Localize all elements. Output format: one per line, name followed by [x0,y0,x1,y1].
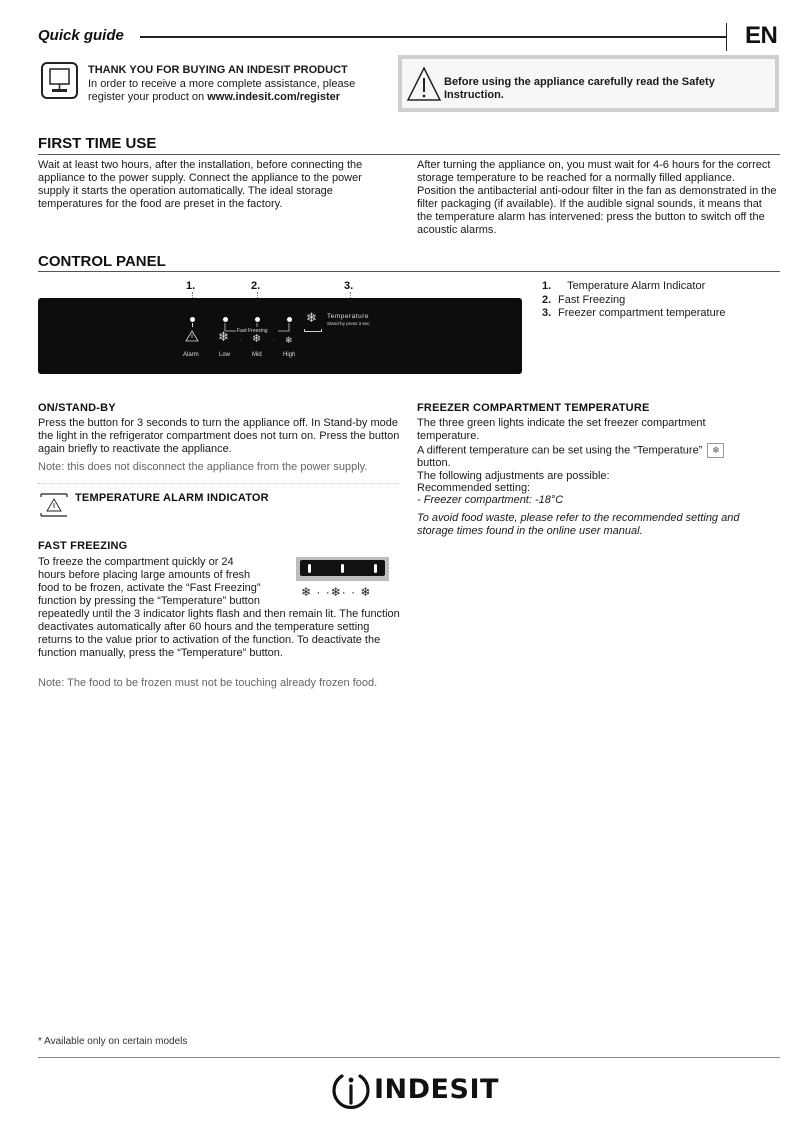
low-label: Low [219,352,231,358]
mid-led [255,317,260,322]
footnote: * Available only on certain models [38,1036,188,1047]
registration-notice [88,64,355,105]
alarm-label: Alarm [183,352,199,358]
snowflake-low-icon: ❄ [218,329,229,344]
on-standby-text: Press the button for 3 seconds to turn the appliance off. In Stand-by mode the light in the refrigerator compartment does not turn on. Press the button again briefly to reactivate the appliance. [38,417,400,455]
mid-label: Mid [252,352,262,358]
fast-freezing-illustration [296,557,389,581]
fast-freezing-intro: To freeze the compartment quickly or 24 hours before placing large amounts of fresh food to be frozen, activate the “Fast Freezing” function by pressing the “Temperature” button [38,556,261,607]
section-heading-temperature-alarm: TEMPERATURE ALARM INDICATOR [75,492,269,504]
freezer-temp-p3: The following adjustments are possible: [417,470,610,482]
language-code: EN [745,22,778,49]
lit-led [341,564,344,573]
freezer-temp-p4: Recommended setting: [417,482,531,494]
register-link[interactable]: www.indesit.com/register [207,91,341,103]
legend-item-3: 3. Freezer compartment temperature [542,307,726,319]
alarm-icon [185,330,199,342]
section-heading-freezer-temperature: FREEZER COMPARTMENT TEMPERATURE [417,402,650,414]
section-rule [38,154,780,155]
first-time-use-left: Wait at least two hours, after the installation, before connecting the appliance to the power supply. Connect the appliance to the power supply it starts the operation automatically. The ideal storage temperatures for the food are preset in the factory. [38,159,363,210]
header-divider [726,23,727,51]
snowflake-levels-icon: ❄ · ·❄· · ❄ [301,585,372,599]
monitor-icon [41,62,78,99]
snowflake-high-icon: ❄ [285,335,293,345]
section-heading-control-panel: CONTROL PANEL [38,253,166,270]
legend-item-1: 1. Temperature Alarm Indicator [542,280,706,292]
header-rule [140,36,726,38]
snowflake-mid-icon: ❄ [252,333,262,345]
standby-hint: Stand-by press 3 sec. [327,321,371,326]
freezer-temp-setting: - Freezer compartment: -18°C [417,494,564,506]
fast-freezing-text: repeatedly until the 3 indicator lights flash and then remain lit. The function deactivates automatically after 60 hours and the temperature setting returns to the value prior to activation of the function. To deactivate the function manually, press the “Temperature” button. [38,608,400,659]
freezer-temp-p6: To avoid food waste, please refer to the recommended setting and storage times found in the online user manual. [417,512,740,537]
callout-3: 3. [344,280,354,292]
alarm-indicator-icon [40,492,68,523]
temperature-button-icon: ❄ [707,443,724,458]
low-led [223,317,228,322]
fast-freezing-note: Note: The food to be frozen must not be touching already frozen food. [38,677,378,689]
led-strip [300,560,385,576]
dotted-divider [38,483,400,484]
fast-freezing-label: Fast Freezing [237,328,268,334]
high-led [287,317,292,322]
control-panel-legend [542,280,726,321]
on-standby-note: Note: this does not disconnect the appliance from the power supply. [38,461,368,473]
brand-name: INDESIT [374,1074,499,1105]
temperature-button-icon[interactable]: ❄ [306,310,317,325]
lit-led [308,564,311,573]
control-panel-display [38,298,522,374]
thanks-line: In order to receive a more complete assistance, please [88,77,356,90]
first-time-use-right: After turning the appliance on, you must wait for 4-6 hours for the correct storage temperature to be reached for a normally filled appliance. Position the antibacterial anti-odour filter in the fan as demonstrated in the filter packaging (if available). If the audible signal sounds, it means that the temperature alarm has intervened: press the button to switch off the acoustic alarms. [417,159,777,236]
warning-icon [406,65,442,103]
section-heading-first-time-use: FIRST TIME USE [38,135,157,152]
safety-text: Before using the appliance carefully read the Safety Instruction. [444,76,715,101]
dot-separator: · [240,337,242,343]
indesit-logo-icon [330,1070,372,1112]
lit-led [374,564,377,573]
footer-rule [38,1057,780,1058]
register-prefix: register your product on [88,91,208,103]
dot-separator: · [273,337,275,343]
freezer-temp-p2-end: button. [417,457,451,469]
section-heading-on-standby: ON/STAND-BY [38,402,116,414]
callout-2: 2. [251,280,261,292]
freezer-temp-p1: The three green lights indicate the set freezer compartment temperature. [417,417,706,442]
temperature-label: Temperature [327,313,369,320]
freezer-temp-p2: A different temperature can be set using the “Temperature” ❄ [417,443,747,458]
high-label: High [283,352,296,358]
legend-item-2: 2. Fast Freezing [542,293,626,306]
section-rule [38,271,780,272]
led-stem [192,323,193,327]
section-heading-fast-freezing: FAST FREEZING [38,540,128,552]
safety-notice [398,55,779,112]
temperature-button-underline [304,329,322,332]
document-title: Quick guide [38,27,124,44]
brand-logo [330,1070,499,1117]
callout-1: 1. [186,280,196,292]
alarm-led [190,317,195,322]
thanks-heading: THANK YOU FOR BUYING AN INDESIT PRODUCT [88,64,348,76]
